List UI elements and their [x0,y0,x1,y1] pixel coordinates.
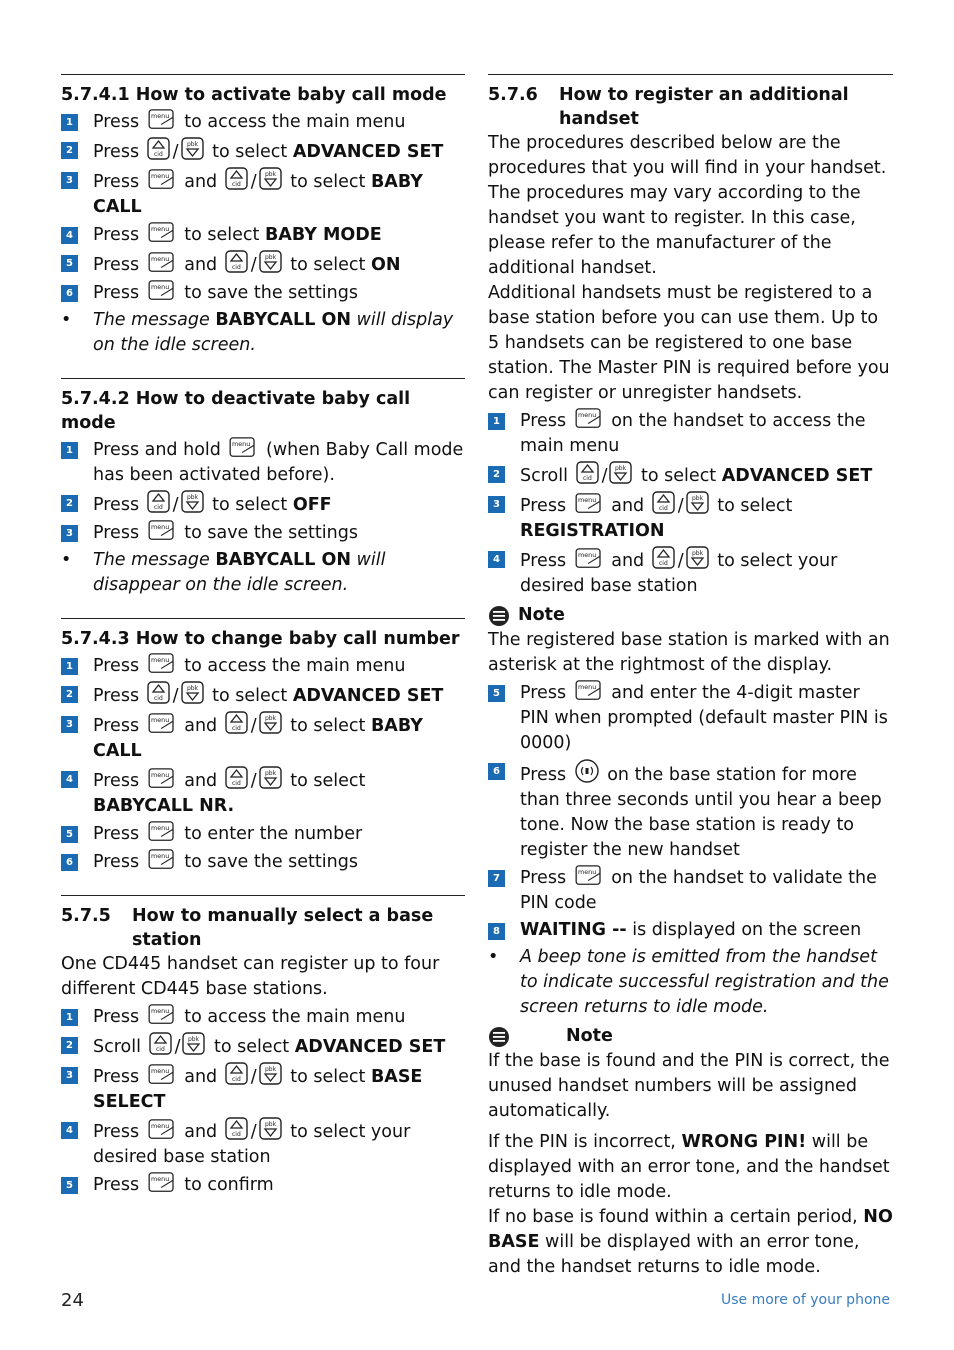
down-key-icon [686,491,710,515]
step-6: 6 Press on the base station for more than three seconds until you hear a beep tone. Now the base station is ready to register the new handset [488,758,893,863]
menu-key-icon [574,548,604,570]
down-key-icon [259,250,283,274]
step-number-badge: 4 [61,227,78,244]
up-key-icon [225,1117,249,1141]
step-2: 2 Press / to select ADVANCED SET [61,137,465,165]
down-key-icon [259,711,283,735]
step-number-badge: 6 [61,285,78,302]
step-number-badge: 3 [488,496,505,513]
section-heading: 5.7.4.2 How to deactivate baby call mode [61,389,411,433]
up-key-icon [147,137,171,161]
step-number-badge: 3 [61,525,78,542]
step-number-badge: 2 [61,142,78,159]
paging-key-icon [574,758,600,784]
step-number-badge: 1 [61,658,78,675]
step-3: 3 Press and / to select REGISTRATION [488,491,893,544]
step-5: 5 Press and / to select ON [61,250,465,278]
down-key-icon [259,766,283,790]
step-number-badge: 3 [61,1067,78,1084]
menu-key-icon [574,493,604,515]
section-change-baby-call-number [61,618,465,875]
section-activate-baby-call [61,74,465,358]
step-1: 1 Press and hold (when Baby Call mode has been activated before). [61,437,465,488]
step-4: 4 Press to select BABY MODE [61,222,465,248]
step-number-badge: 8 [488,923,505,940]
up-key-icon [149,1032,173,1056]
step-number-badge: 4 [61,771,78,788]
step-4: 4 Press and / to select your desired base station [488,546,893,599]
note-heading: Note [488,1024,893,1049]
step-number-badge: 7 [488,870,505,887]
wrong-pin-paragraph: If the PIN is incorrect, WRONG PIN! will be displayed with an error tone, and the handset returns to idle mode. [488,1132,890,1202]
section-register-handset [488,74,893,1280]
down-key-icon [259,1117,283,1141]
down-key-icon [609,461,633,485]
note-text: The registered base station is marked with an asterisk at the rightmost of the display. [488,630,890,675]
no-base-paragraph: If no base is found within a certain period, NO BASE will be displayed with an error tone, and the handset returns to idle mode. [488,1207,893,1277]
step-number-badge: 2 [488,466,505,483]
menu-key-icon [147,520,177,542]
intro-paragraph: One CD445 handset can register up to four different CD445 base stations. [61,954,440,999]
step-number-badge: 3 [61,716,78,733]
menu-key-icon [147,280,177,302]
step-number-badge: 6 [488,763,505,780]
step-number-badge: 1 [61,442,78,459]
step-3: 3 Press and / to select BASE SELECT [61,1062,465,1115]
note-text: If the base is found and the PIN is correct, the unused handset numbers will be assigned automatically. [488,1051,890,1121]
menu-key-icon [228,437,258,459]
note-icon [488,605,510,627]
step-number-badge: 4 [488,551,505,568]
right-column [488,74,893,1300]
section-heading: 5.7.6 How to register an additional handset [488,85,849,129]
step-4: 4 Press and / to select BABYCALL NR. [61,766,465,819]
step-number-badge: 1 [488,413,505,430]
step-1: 1 Press to access the main menu [61,653,465,679]
menu-key-icon [147,109,177,131]
up-key-icon [652,546,676,570]
down-key-icon [181,137,205,161]
step-6: 6 Press to save the settings [61,280,465,306]
step-2: 2 Press / to select ADVANCED SET [61,681,465,709]
step-number-badge: 2 [61,495,78,512]
step-5: 5 Press to enter the number [61,821,465,847]
menu-key-icon [147,1064,177,1086]
step-5: 5 Press and enter the 4-digit master PIN when prompted (default master PIN is 0000) [488,680,893,756]
step-number-badge: 5 [61,1177,78,1194]
menu-key-icon [574,408,604,430]
up-key-icon [225,250,249,274]
menu-key-icon [147,821,177,843]
down-key-icon [259,1062,283,1086]
step-number-badge: 6 [61,854,78,871]
bullet-note: • The message BABYCALL ON will display on the idle screen. [61,310,454,355]
step-8: 8 WAITING -- is displayed on the screen [488,918,893,943]
step-7: 7 Press on the handset to validate the PIN code [488,865,893,916]
section-select-base-station [61,895,465,1198]
menu-key-icon [147,713,177,735]
menu-key-icon [147,653,177,675]
step-3: 3 Press and / to select BABY CALL [61,167,465,220]
bullet-note: • A beep tone is emitted from the handset to indicate successful registration and the screen returns to idle mode. [488,947,889,1017]
up-key-icon [147,681,171,705]
menu-key-icon [147,1004,177,1026]
step-2: 2 Scroll / to select ADVANCED SET [488,461,893,489]
up-key-icon [225,167,249,191]
section-deactivate-baby-call [61,378,465,598]
menu-key-icon [147,768,177,790]
down-key-icon [259,167,283,191]
step-1: 1 Press on the handset to access the main menu [488,408,893,459]
step-number-badge: 2 [61,1037,78,1054]
up-key-icon [225,1062,249,1086]
menu-key-icon [147,849,177,871]
menu-key-icon [147,222,177,244]
note-heading: Note [488,603,893,628]
up-key-icon [147,490,171,514]
up-key-icon [652,491,676,515]
left-column [61,74,465,1218]
step-number-badge: 2 [61,686,78,703]
section-heading: 5.7.4.3 How to change baby call number [61,629,460,649]
step-4: 4 Press and / to select your desired base station [61,1117,465,1170]
footer-chapter-title: Use more of your phone [720,1292,890,1308]
down-key-icon [181,490,205,514]
step-3: 3 Press and / to select BABY CALL [61,711,465,764]
menu-key-icon [574,680,604,702]
step-5: 5 Press to confirm [61,1172,465,1198]
step-number-badge: 1 [61,1009,78,1026]
step-number-badge: 1 [61,114,78,131]
step-1: 1 Press to access the main menu [61,109,465,135]
bullet-note: • The message BABYCALL ON will disappear on the idle screen. [61,550,386,595]
paragraph: Additional handsets must be registered to a base station before you can use them. Up to 5 handsets can be registered to one base station. The Master PIN is required before you can register or unregister handsets. [488,283,890,403]
section-heading: 5.7.4.1 How to activate baby call mode [61,85,447,105]
step-2: 2 Scroll / to select ADVANCED SET [61,1032,465,1060]
note-icon [488,1026,510,1048]
step-number-badge: 5 [61,826,78,843]
step-2: 2 Press / to select OFF [61,490,465,518]
section-heading: 5.7.5 How to manually select a base station [61,906,434,950]
menu-key-icon [574,865,604,887]
up-key-icon [225,711,249,735]
menu-key-icon [147,1119,177,1141]
down-key-icon [182,1032,206,1056]
menu-key-icon [147,252,177,274]
menu-key-icon [147,169,177,191]
step-6: 6 Press to save the settings [61,849,465,875]
menu-key-icon [147,1172,177,1194]
down-key-icon [686,546,710,570]
step-3: 3 Press to save the settings [61,520,465,546]
step-1: 1 Press to access the main menu [61,1004,465,1030]
step-number-badge: 5 [61,255,78,272]
paragraph: The procedures described below are the procedures that you will find in your handset. The procedures may vary according to the handset you want to register. In this case, please refer to the manufacturer of the additional handset. [488,133,887,278]
page-number: 24 [61,1290,84,1311]
up-key-icon [225,766,249,790]
step-number-badge: 5 [488,685,505,702]
up-key-icon [576,461,600,485]
step-number-badge: 4 [61,1122,78,1139]
step-number-badge: 3 [61,172,78,189]
down-key-icon [181,681,205,705]
